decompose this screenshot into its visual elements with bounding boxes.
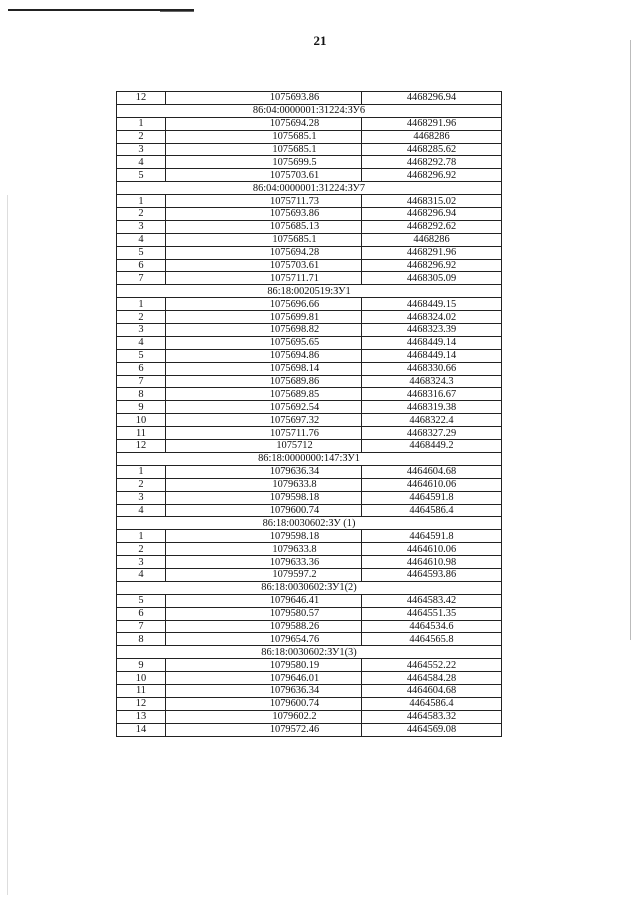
y-coordinate-cell: 4468296.94 — [362, 208, 502, 221]
y-coordinate-cell: 4468323.39 — [362, 324, 502, 337]
point-number-cell: 1 — [117, 117, 166, 130]
point-number-cell: 1 — [117, 298, 166, 311]
table-row — [117, 130, 502, 143]
point-number-cell: 1 — [117, 530, 166, 543]
y-coordinate-cell: 4464534.6 — [362, 620, 502, 633]
y-coordinate-cell: 4468296.92 — [362, 259, 502, 272]
x-coordinate-cell: 1079572.46 — [166, 723, 362, 736]
page-number: 21 — [313, 33, 327, 48]
y-coordinate-cell: 4468315.02 — [362, 195, 502, 208]
x-coordinate-cell: 1079598.18 — [166, 491, 362, 504]
table-row — [117, 388, 502, 401]
table-row — [117, 92, 502, 105]
x-coordinate-cell: 1079602.2 — [166, 710, 362, 723]
x-coordinate-cell: 1079654.76 — [166, 633, 362, 646]
y-coordinate-cell: 4464610.98 — [362, 556, 502, 569]
y-coordinate-cell: 4464604.68 — [362, 684, 502, 697]
y-coordinate-cell: 4464593.86 — [362, 568, 502, 581]
table-row — [117, 684, 502, 697]
table-row — [117, 659, 502, 672]
x-coordinate-cell: 1079588.26 — [166, 620, 362, 633]
table-row — [117, 311, 502, 324]
parcel-cadastral-number: 86:18:0030602:ЗУ (1) — [117, 517, 502, 530]
table-row — [117, 620, 502, 633]
x-coordinate-cell: 1075689.86 — [166, 375, 362, 388]
point-number-cell: 7 — [117, 272, 166, 285]
x-coordinate-cell: 1079636.34 — [166, 684, 362, 697]
y-coordinate-cell: 4468316.67 — [362, 388, 502, 401]
y-coordinate-cell: 4468324.3 — [362, 375, 502, 388]
table-row — [117, 427, 502, 440]
point-number-cell: 2 — [117, 543, 166, 556]
x-coordinate-cell: 1075711.71 — [166, 272, 362, 285]
x-coordinate-cell: 1075698.14 — [166, 362, 362, 375]
x-coordinate-cell: 1075692.54 — [166, 401, 362, 414]
y-coordinate-cell: 4464583.42 — [362, 594, 502, 607]
x-coordinate-cell: 1075698.82 — [166, 324, 362, 337]
table-row — [117, 440, 502, 453]
x-coordinate-cell: 1075685.1 — [166, 233, 362, 246]
x-coordinate-cell: 1079636.34 — [166, 465, 362, 478]
x-coordinate-cell: 1075689.85 — [166, 388, 362, 401]
point-number-cell: 5 — [117, 594, 166, 607]
table-row — [117, 195, 502, 208]
table-row — [117, 336, 502, 349]
y-coordinate-cell: 4468327.29 — [362, 427, 502, 440]
table-row — [117, 156, 502, 169]
x-coordinate-cell: 1075697.32 — [166, 414, 362, 427]
y-coordinate-cell: 4464551.35 — [362, 607, 502, 620]
y-coordinate-cell: 4464586.4 — [362, 504, 502, 517]
table-row — [117, 324, 502, 337]
point-number-cell: 3 — [117, 324, 166, 337]
table-row — [117, 246, 502, 259]
coordinates-table — [116, 91, 502, 737]
x-coordinate-cell: 1075696.66 — [166, 298, 362, 311]
x-coordinate-cell: 1079600.74 — [166, 697, 362, 710]
table-row — [117, 504, 502, 517]
y-coordinate-cell: 4468319.38 — [362, 401, 502, 414]
x-coordinate-cell: 1079633.8 — [166, 543, 362, 556]
x-coordinate-cell: 1079600.74 — [166, 504, 362, 517]
table-row — [117, 594, 502, 607]
point-number-cell: 5 — [117, 349, 166, 362]
table-row — [117, 298, 502, 311]
point-number-cell: 3 — [117, 220, 166, 233]
x-coordinate-cell: 1075693.86 — [166, 208, 362, 221]
point-number-cell: 3 — [117, 556, 166, 569]
y-coordinate-cell: 4464586.4 — [362, 697, 502, 710]
x-coordinate-cell: 1075703.61 — [166, 169, 362, 182]
y-coordinate-cell: 4464584.28 — [362, 672, 502, 685]
y-coordinate-cell: 4464552.22 — [362, 659, 502, 672]
table-row — [117, 208, 502, 221]
point-number-cell: 4 — [117, 568, 166, 581]
y-coordinate-cell: 4468291.96 — [362, 117, 502, 130]
parcel-cadastral-number: 86:18:0030602:ЗУ1(2) — [117, 581, 502, 594]
point-number-cell: 11 — [117, 684, 166, 697]
y-coordinate-cell: 4464565.8 — [362, 633, 502, 646]
x-coordinate-cell: 1075685.1 — [166, 130, 362, 143]
point-number-cell: 4 — [117, 504, 166, 517]
y-coordinate-cell: 4468286 — [362, 130, 502, 143]
x-coordinate-cell: 1075711.73 — [166, 195, 362, 208]
point-number-cell: 7 — [117, 375, 166, 388]
point-number-cell: 7 — [117, 620, 166, 633]
point-number-cell: 4 — [117, 233, 166, 246]
x-coordinate-cell: 1079598.18 — [166, 530, 362, 543]
point-number-cell: 9 — [117, 401, 166, 414]
y-coordinate-cell: 4468449.14 — [362, 349, 502, 362]
point-number-cell: 9 — [117, 659, 166, 672]
point-number-cell: 1 — [117, 465, 166, 478]
section-header-row — [117, 646, 502, 659]
point-number-cell: 5 — [117, 169, 166, 182]
header-rule-tail — [160, 11, 194, 12]
y-coordinate-cell: 4468292.78 — [362, 156, 502, 169]
point-number-cell: 6 — [117, 362, 166, 375]
y-coordinate-cell: 4468324.02 — [362, 311, 502, 324]
point-number-cell: 2 — [117, 130, 166, 143]
y-coordinate-cell: 4464591.8 — [362, 530, 502, 543]
table-row — [117, 169, 502, 182]
x-coordinate-cell: 1079633.8 — [166, 478, 362, 491]
section-header-row — [117, 104, 502, 117]
point-number-cell: 10 — [117, 414, 166, 427]
x-coordinate-cell: 1075685.1 — [166, 143, 362, 156]
y-coordinate-cell: 4468286 — [362, 233, 502, 246]
table-row — [117, 465, 502, 478]
coordinates-table-body — [117, 92, 502, 737]
table-row — [117, 117, 502, 130]
x-coordinate-cell: 1079633.36 — [166, 556, 362, 569]
x-coordinate-cell: 1075703.61 — [166, 259, 362, 272]
table-row — [117, 375, 502, 388]
parcel-cadastral-number: 86:04:0000001:31224:ЗУ6 — [117, 104, 502, 117]
x-coordinate-cell: 1079646.01 — [166, 672, 362, 685]
x-coordinate-cell: 1075695.65 — [166, 336, 362, 349]
point-number-cell: 12 — [117, 92, 166, 105]
y-coordinate-cell: 4468296.94 — [362, 92, 502, 105]
point-number-cell: 6 — [117, 259, 166, 272]
table-row — [117, 723, 502, 736]
table-row — [117, 220, 502, 233]
table-row — [117, 259, 502, 272]
table-row — [117, 362, 502, 375]
table-row — [117, 478, 502, 491]
parcel-cadastral-number: 86:04:0000001:31224:ЗУ7 — [117, 182, 502, 195]
y-coordinate-cell: 4468292.62 — [362, 220, 502, 233]
x-coordinate-cell: 1075693.86 — [166, 92, 362, 105]
section-header-row — [117, 285, 502, 298]
parcel-cadastral-number: 86:18:0030602:ЗУ1(3) — [117, 646, 502, 659]
y-coordinate-cell: 4464604.68 — [362, 465, 502, 478]
y-coordinate-cell: 4468330.66 — [362, 362, 502, 375]
parcel-cadastral-number: 86:18:0020519:ЗУ1 — [117, 285, 502, 298]
point-number-cell: 4 — [117, 156, 166, 169]
point-number-cell: 12 — [117, 440, 166, 453]
table-row — [117, 272, 502, 285]
table-row — [117, 697, 502, 710]
y-coordinate-cell: 4468449.2 — [362, 440, 502, 453]
y-coordinate-cell: 4464610.06 — [362, 478, 502, 491]
table-row — [117, 491, 502, 504]
x-coordinate-cell: 1075694.86 — [166, 349, 362, 362]
table-row — [117, 233, 502, 246]
section-header-row — [117, 517, 502, 530]
point-number-cell: 8 — [117, 633, 166, 646]
parcel-cadastral-number: 86:18:0000000:147:ЗУ1 — [117, 452, 502, 465]
table-row — [117, 530, 502, 543]
table-row — [117, 556, 502, 569]
table-row — [117, 633, 502, 646]
point-number-cell: 4 — [117, 336, 166, 349]
y-coordinate-cell: 4468449.14 — [362, 336, 502, 349]
x-coordinate-cell: 1075711.76 — [166, 427, 362, 440]
point-number-cell: 2 — [117, 208, 166, 221]
point-number-cell: 13 — [117, 710, 166, 723]
point-number-cell: 3 — [117, 143, 166, 156]
point-number-cell: 6 — [117, 607, 166, 620]
x-coordinate-cell: 1079580.19 — [166, 659, 362, 672]
y-coordinate-cell: 4468322.4 — [362, 414, 502, 427]
x-coordinate-cell: 1075694.28 — [166, 117, 362, 130]
x-coordinate-cell: 1075685.13 — [166, 220, 362, 233]
point-number-cell: 10 — [117, 672, 166, 685]
y-coordinate-cell: 4464610.06 — [362, 543, 502, 556]
x-coordinate-cell: 1075712 — [166, 440, 362, 453]
point-number-cell: 3 — [117, 491, 166, 504]
table-row — [117, 607, 502, 620]
x-coordinate-cell: 1079597.2 — [166, 568, 362, 581]
x-coordinate-cell: 1075699.81 — [166, 311, 362, 324]
point-number-cell: 12 — [117, 697, 166, 710]
table-row — [117, 349, 502, 362]
scan-edge-right — [630, 40, 631, 640]
point-number-cell: 14 — [117, 723, 166, 736]
y-coordinate-cell: 4468296.92 — [362, 169, 502, 182]
point-number-cell: 2 — [117, 478, 166, 491]
y-coordinate-cell: 4468305.09 — [362, 272, 502, 285]
table-row — [117, 672, 502, 685]
scan-edge-left — [7, 195, 8, 895]
y-coordinate-cell: 4464583.32 — [362, 710, 502, 723]
y-coordinate-cell: 4464591.8 — [362, 491, 502, 504]
y-coordinate-cell: 4468291.96 — [362, 246, 502, 259]
point-number-cell: 11 — [117, 427, 166, 440]
section-header-row — [117, 182, 502, 195]
table-row — [117, 401, 502, 414]
point-number-cell: 2 — [117, 311, 166, 324]
section-header-row — [117, 452, 502, 465]
table-row — [117, 710, 502, 723]
point-number-cell: 1 — [117, 195, 166, 208]
point-number-cell: 8 — [117, 388, 166, 401]
x-coordinate-cell: 1079580.57 — [166, 607, 362, 620]
x-coordinate-cell: 1075699.5 — [166, 156, 362, 169]
table-row — [117, 414, 502, 427]
table-row — [117, 543, 502, 556]
y-coordinate-cell: 4468285.62 — [362, 143, 502, 156]
table-row — [117, 143, 502, 156]
x-coordinate-cell: 1079646.41 — [166, 594, 362, 607]
table-row — [117, 568, 502, 581]
x-coordinate-cell: 1075694.28 — [166, 246, 362, 259]
section-header-row — [117, 581, 502, 594]
point-number-cell: 5 — [117, 246, 166, 259]
y-coordinate-cell: 4464569.08 — [362, 723, 502, 736]
y-coordinate-cell: 4468449.15 — [362, 298, 502, 311]
